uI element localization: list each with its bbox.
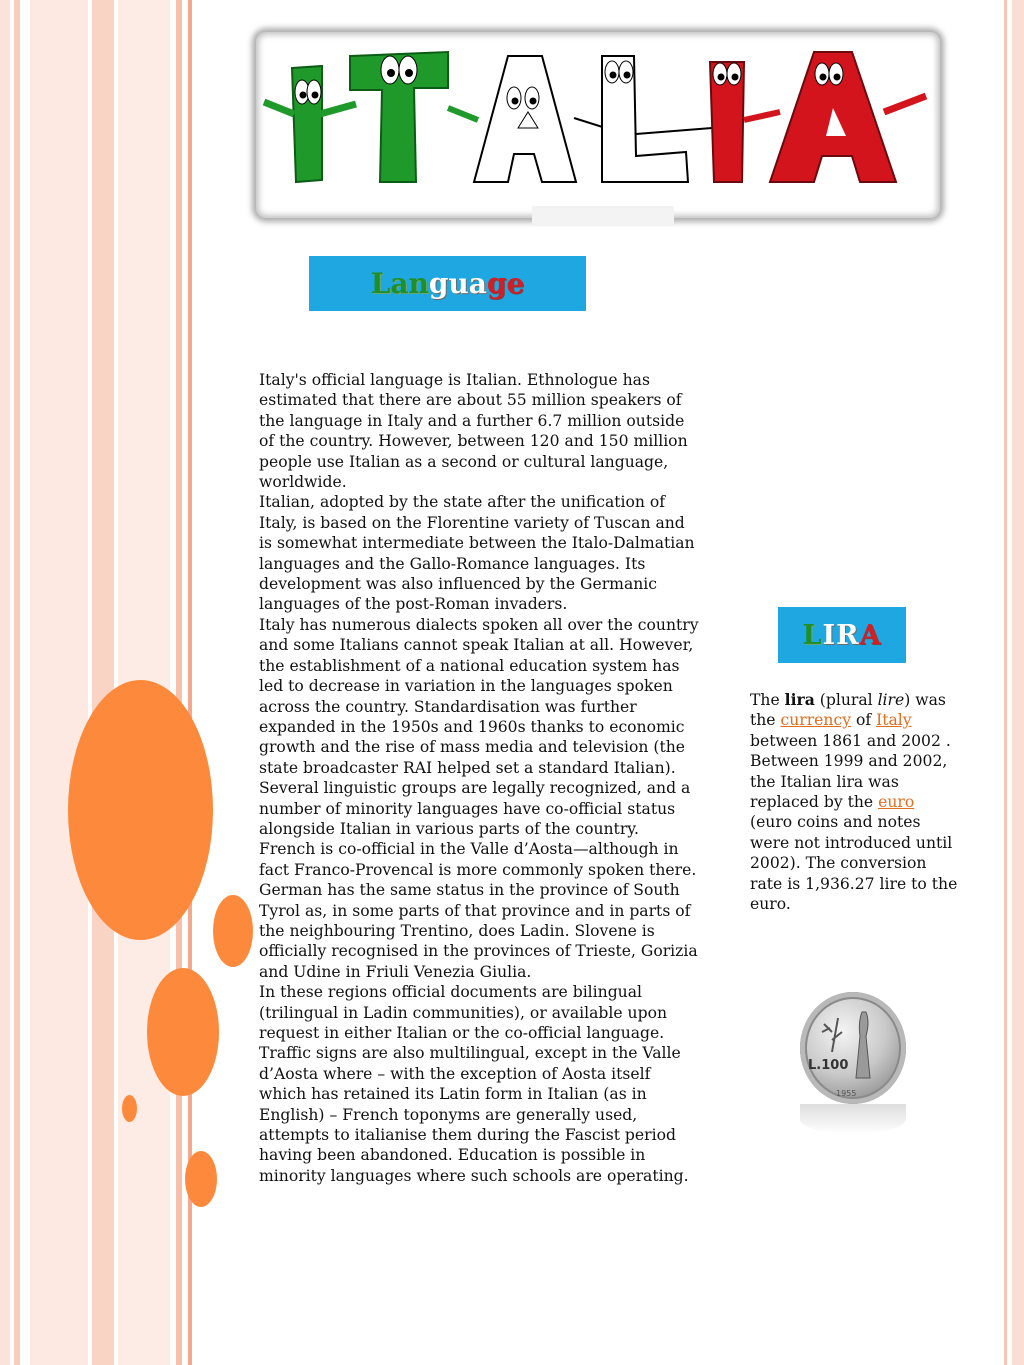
banner-text-white: gua — [428, 267, 487, 300]
banner-text-red: A — [859, 619, 882, 651]
decor-circle-small — [122, 1095, 137, 1122]
lira-text: between 1861 and 2002 . Between 1999 and 2002, the Italian lira was replaced by the — [750, 731, 951, 812]
lira-coin-image — [800, 992, 906, 1104]
lira-italic-term: lire — [877, 691, 905, 709]
lira-banner — [778, 607, 906, 663]
lira-text: (plural — [814, 691, 878, 709]
lira-text: The — [750, 691, 785, 709]
article-paragraph: Italy's official language is Italian. Ethnologue has estimated that there are about 55 million speakers of the language in Italy and a further 6.7 million outside of the country. However, between 120 and 150 million people use Italian as a second or cultural language, worldwide. — [259, 371, 688, 492]
decor-circle-large — [68, 680, 213, 940]
currency-link[interactable]: currency — [780, 711, 851, 730]
lira-text: ) was the — [750, 691, 946, 730]
lira-bold-term: lira — [784, 690, 815, 709]
article-paragraph: Italy has numerous dialects spoken all over the country and some Italians cannot speak Italian at all. However, the establishment of a national education system has led to decrease in variation in the languages spoken across the country. Standardisation was further expanded in the 1950s and 1960s thanks to economic growth and the rise of mass media and television (the state broadcaster RAI helped set a standard Italian). — [259, 615, 699, 777]
left-stripe — [92, 0, 114, 1365]
left-stripe — [176, 0, 182, 1365]
language-banner — [309, 256, 586, 311]
italy-link[interactable]: Italy — [876, 711, 912, 730]
decor-circle — [185, 1151, 217, 1207]
left-stripe — [14, 0, 20, 1365]
coin-art — [800, 992, 906, 1104]
coin-value-label: L.100 — [808, 1058, 849, 1073]
article-paragraph: Italian, adopted by the state after the unification of Italy, is based on the Florentine variety of Tuscan and is somewhat intermediate between the Italo-Dalmatian languages and the Gallo-Romance languages. Its development was also influenced by the Germanic languages of the post-Roman invaders. — [259, 493, 695, 614]
right-stripe — [1004, 0, 1007, 1365]
italia-logo-art — [256, 32, 940, 218]
lira-text: (euro coins and notes were not introduced until 2002). The conversion rate is 1,936.27 lire to the euro. — [750, 813, 958, 914]
coin-year: 1955 — [836, 1089, 857, 1098]
banner-text-green: Lan — [370, 267, 429, 300]
article-paragraph: In these regions official documents are bilingual (trilingual in Ladin communities), or available upon request in either Italian or the co-official language. Traffic signs are also multilingual, except in the Valle d’Aosta where – with the exception of Aosta itself which has retained its Latin form in Italian (as in English) – French toponyms are generally used, attempts to italianise them during the Fascist period having been abandoned. Education is possible in minority languages where such schools are operating. — [259, 983, 689, 1185]
logo-tab — [532, 206, 674, 226]
left-stripe — [0, 0, 10, 1365]
lira-text: of — [851, 711, 877, 730]
article-paragraph: Several linguistic groups are legally recognized, and a number of minority languages have co-official status alongside Italian in various parts of the country. French is co-official in the Valle d’Aosta—although in fact Franco-Provencal is more commonly spoken there. German has the same status in the province of South Tyrol as, in some parts of that province and in parts of the neighbouring Trentino, does Ladin. Slovene is officially recognised in the provinces of Trieste, Gorizia and Udine in Friuli Venezia Giulia. — [259, 779, 698, 981]
banner-text-white: IR — [822, 619, 860, 651]
banner-text-green: L — [802, 619, 823, 651]
euro-link[interactable]: euro — [878, 793, 915, 812]
decor-circle — [147, 968, 219, 1096]
language-article — [259, 370, 699, 1186]
coin-reflection — [800, 1104, 906, 1134]
left-stripe — [30, 0, 88, 1365]
decor-circle — [213, 895, 253, 967]
banner-text-red: ge — [486, 267, 525, 300]
lira-description — [750, 690, 960, 914]
italia-logo — [256, 32, 940, 218]
right-stripe — [1012, 0, 1024, 1365]
